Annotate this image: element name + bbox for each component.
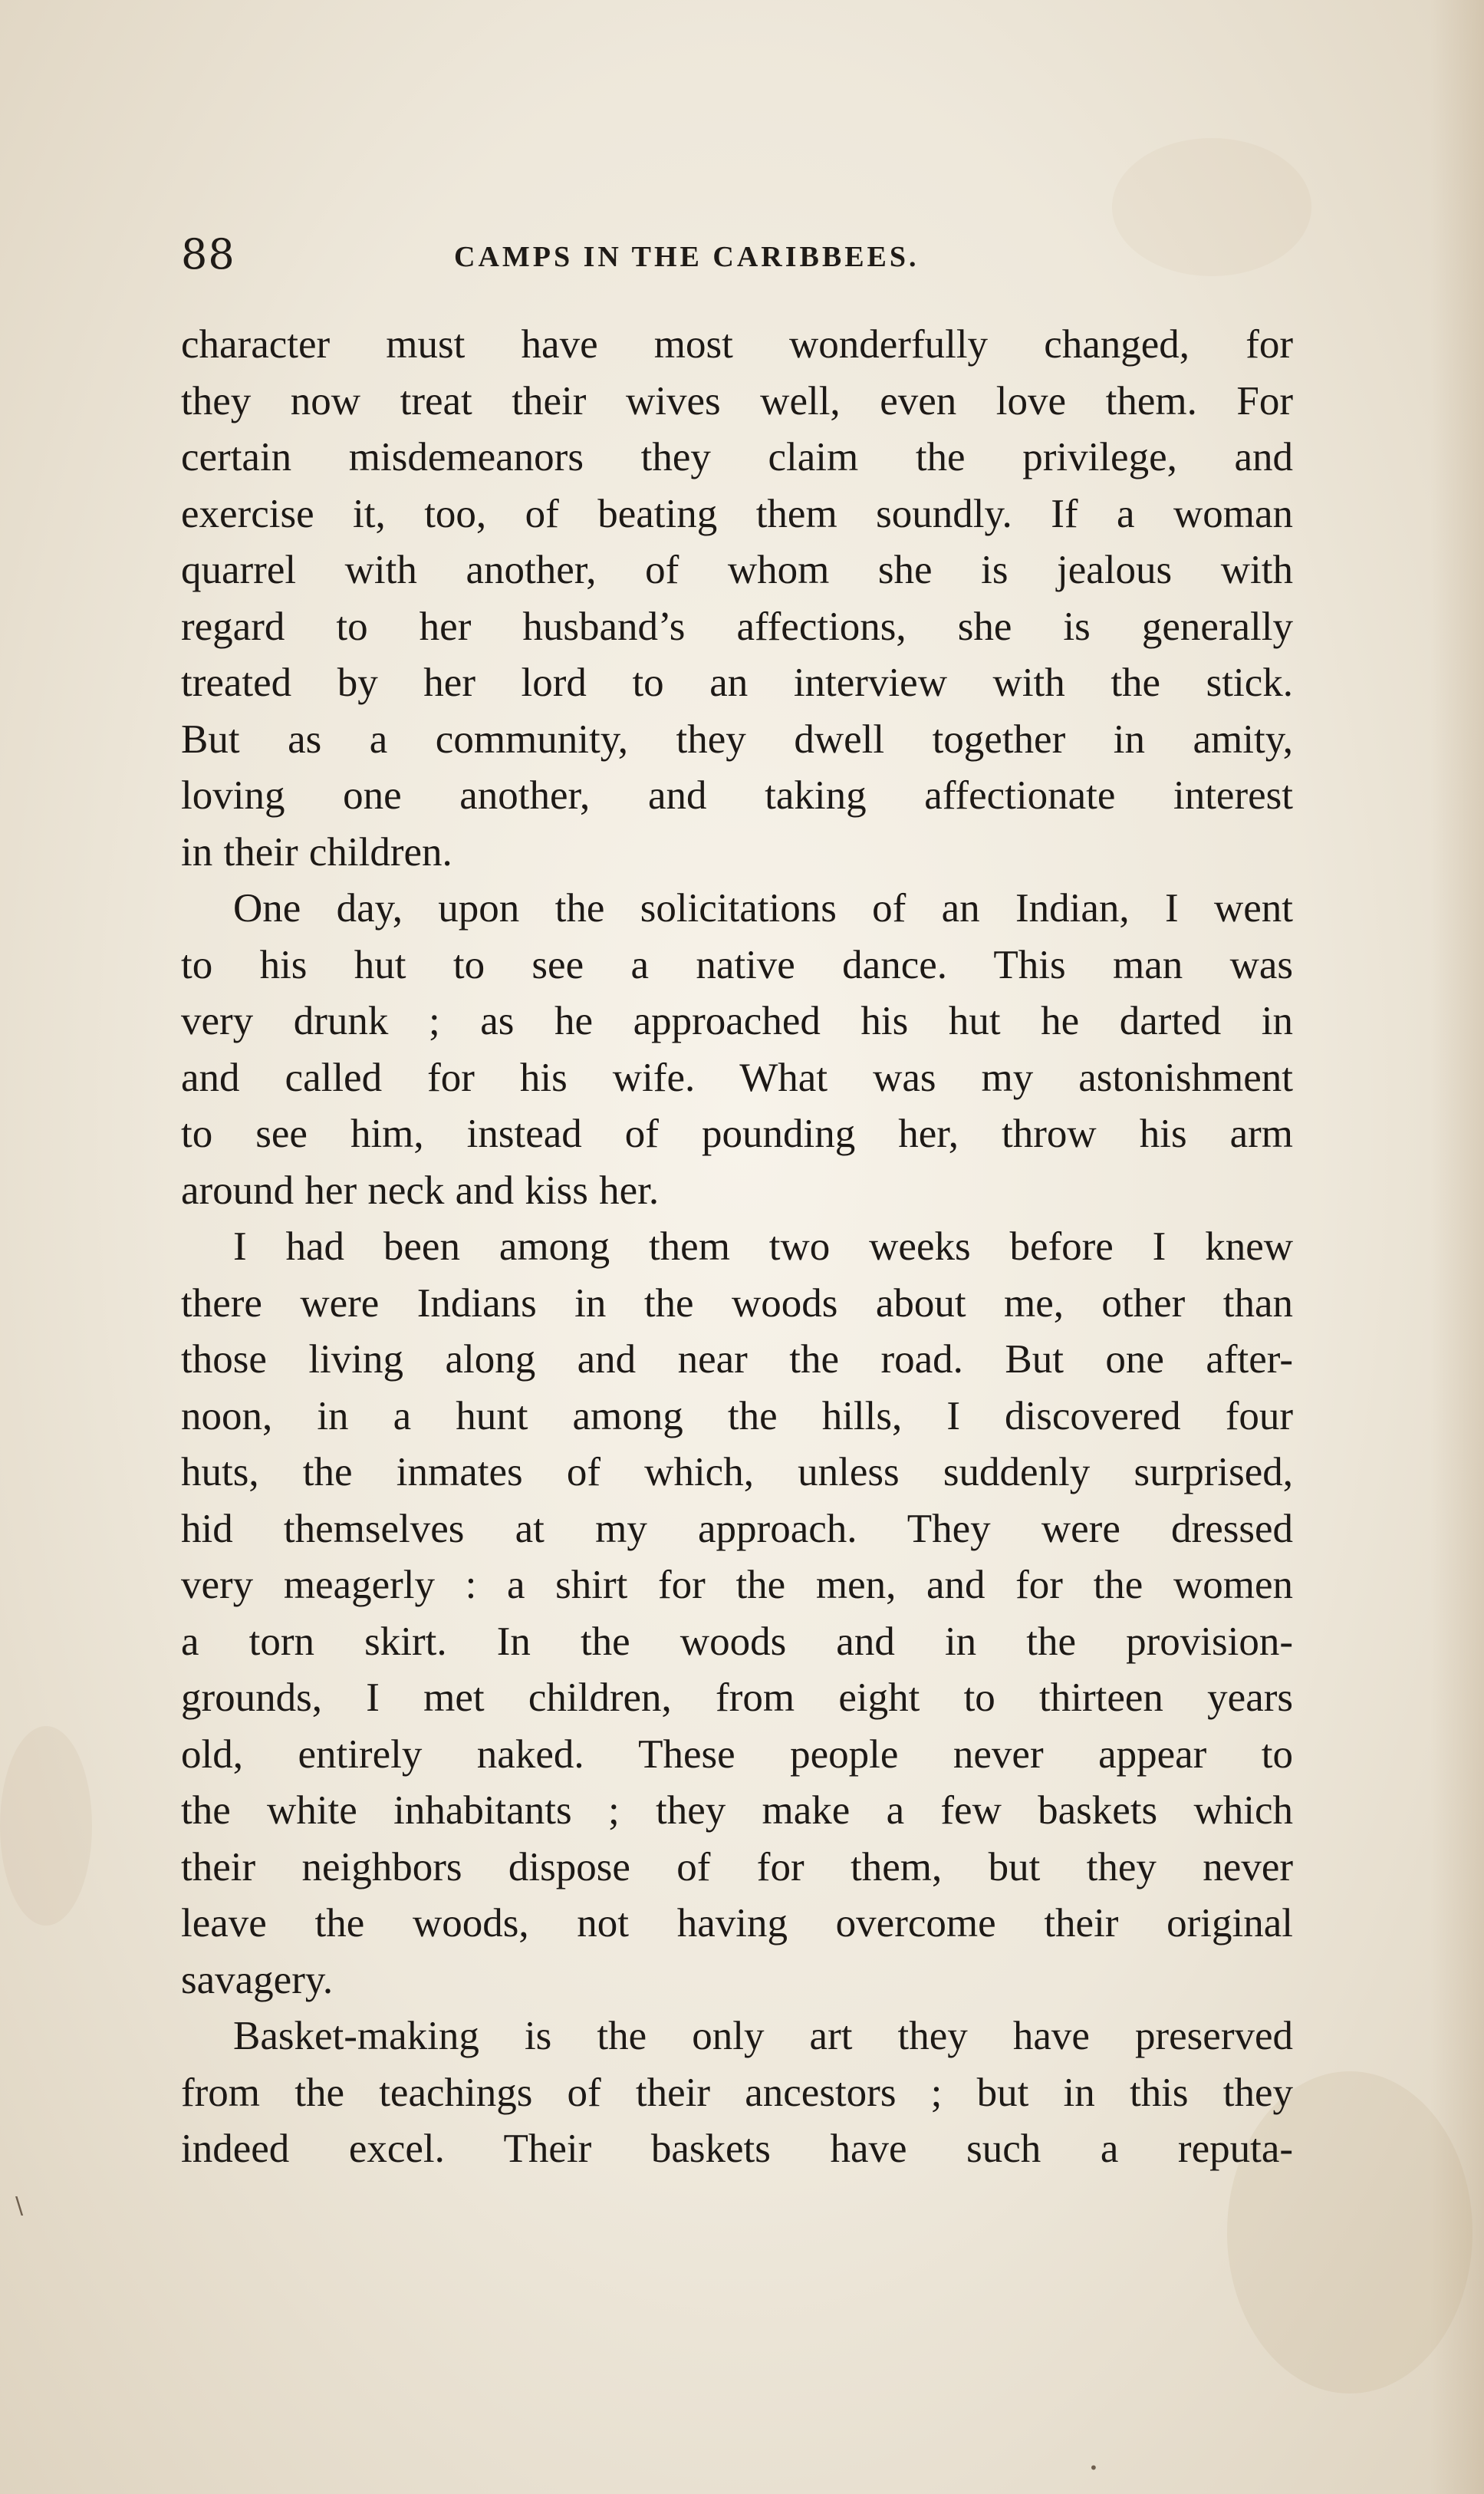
text-line: noon, in a hunt among the hills, I discovered four: [181, 1393, 1293, 1438]
text-line: very drunk ; as he approached his hut he darted in: [181, 999, 1293, 1043]
running-head: CAMPS IN THE CARIBBEES.: [454, 241, 920, 273]
ink-speck: •: [1089, 2459, 1098, 2477]
text-line: I had been among them two weeks before I knew: [233, 1224, 1293, 1269]
text-line: those living along and near the road. But one after-: [181, 1337, 1293, 1382]
text-line: leave the woods, not having overcome their original: [181, 1901, 1293, 1945]
text-line: Basket-making is the only art they have preserved: [233, 2014, 1293, 2058]
paragraph: [181, 1219, 1293, 2008]
text-line: certain misdemeanors they claim the privilege, and: [181, 435, 1293, 479]
page-number: 88: [181, 230, 235, 278]
text-line: savagery.: [181, 1957, 334, 2002]
page-edge-shadow: [1430, 0, 1484, 2494]
text-line: character must have most wonderfully changed, for: [181, 322, 1293, 367]
text-line: hid themselves at my approach. They were dressed: [181, 1506, 1293, 1551]
text-line: in their children.: [181, 829, 452, 875]
paper-stain: [0, 1726, 92, 1926]
text-line: indeed excel. Their baskets have such a reputa-: [181, 2127, 1293, 2171]
text-line: huts, the inmates of which, unless suddenly surprised,: [181, 1450, 1293, 1494]
text-line: exercise it, too, of beating them soundly. If a woman: [181, 491, 1293, 536]
text-line: and called for his wife. What was my astonishment: [181, 1055, 1293, 1100]
body-text: [181, 317, 1293, 2178]
text-line: the white inhabitants ; they make a few baskets which: [181, 1788, 1293, 1833]
text-line: quarrel with another, of whom she is jealous with: [181, 548, 1293, 592]
text-line: old, entirely naked. These people never appear to: [181, 1731, 1293, 1777]
text-line: loving one another, and taking affectionate interest: [181, 773, 1293, 818]
text-line: there were Indians in the woods about me, other than: [181, 1280, 1293, 1326]
text-line: to see him, instead of pounding her, throw his arm: [181, 1112, 1293, 1156]
paragraph: [181, 2008, 1293, 2178]
text-line: from the teachings of their ancestors ; but in this they: [181, 2070, 1293, 2115]
text-line: their neighbors dispose of for them, but they never: [181, 1844, 1293, 1889]
text-line: a torn skirt. In the woods and in the provision-: [181, 1619, 1293, 1664]
text-line: But as a community, they dwell together in amity,: [181, 717, 1293, 762]
paragraph: [181, 317, 1293, 881]
text-line: around her neck and kiss her.: [181, 1168, 660, 1213]
margin-mark: \: [15, 2193, 24, 2219]
page-header: [181, 224, 1293, 285]
text-line: grounds, I met children, from eight to thirteen years: [181, 1675, 1293, 1720]
text-line: regard to her husband’s affections, she is generally: [181, 604, 1293, 649]
text-line: very meagerly : a shirt for the men, and for the women: [181, 1563, 1293, 1607]
paragraph: [181, 881, 1293, 1219]
text-line: to his hut to see a native dance. This man was: [181, 942, 1293, 987]
text-line: treated by her lord to an interview with the stick.: [181, 661, 1293, 705]
text-line: they now treat their wives well, even love them. For: [181, 378, 1293, 423]
text-line: One day, upon the solicitations of an Indian, I went: [233, 886, 1293, 931]
